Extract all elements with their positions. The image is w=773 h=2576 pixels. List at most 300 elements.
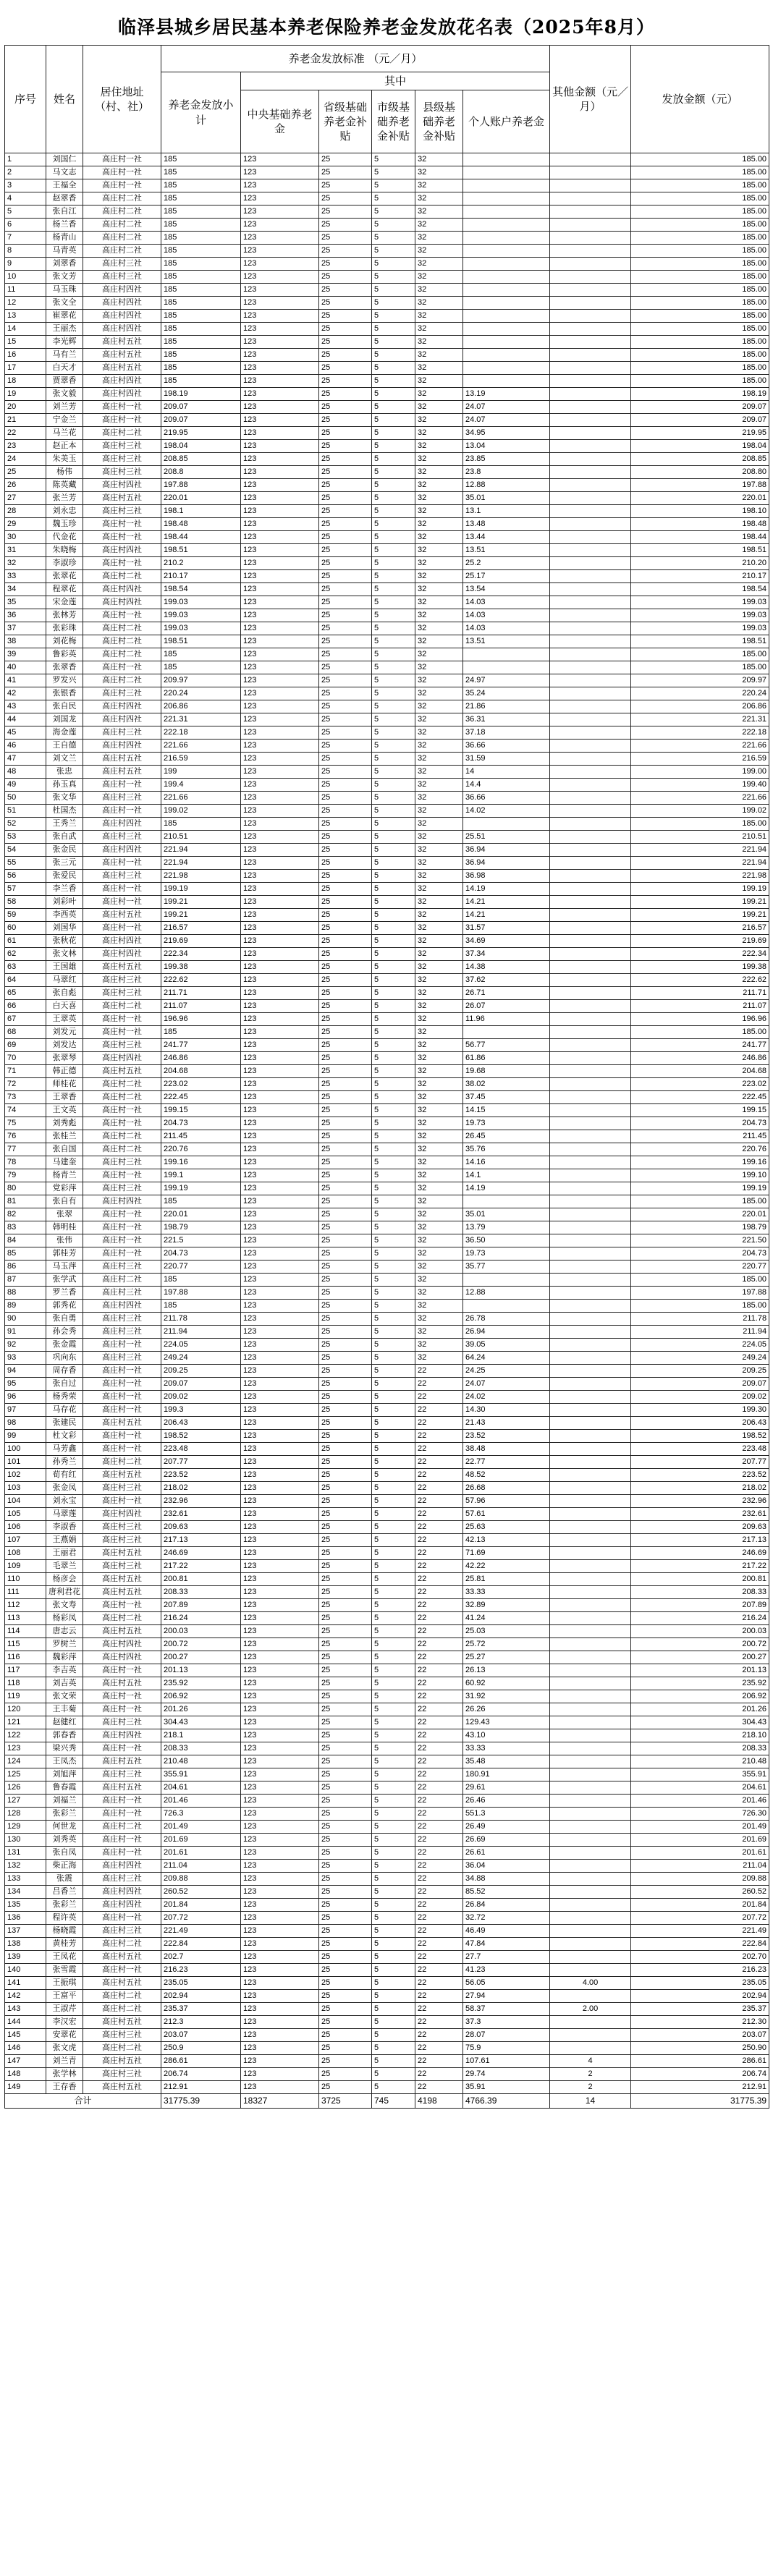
row-payout: 185.00	[631, 297, 769, 310]
row-address: 高庄村三社	[83, 1560, 161, 1573]
row-city: 5	[372, 1964, 415, 1977]
row-subtotal: 198.48	[161, 518, 241, 531]
row-address: 高庄村三社	[83, 1925, 161, 1938]
row-personal: 11.96	[463, 1013, 550, 1026]
table-row	[5, 726, 769, 740]
row-central: 123	[241, 375, 319, 388]
row-provincial: 25	[319, 179, 372, 192]
row-name: 张文毅	[46, 388, 83, 401]
row-personal: 12.88	[463, 1287, 550, 1300]
row-payout: 208.80	[631, 466, 769, 479]
row-payout: 219.69	[631, 935, 769, 948]
table-row	[5, 1899, 769, 1912]
row-city: 5	[372, 1521, 415, 1534]
row-central: 123	[241, 440, 319, 453]
row-index: 67	[5, 1013, 46, 1026]
row-subtotal: 201.61	[161, 1847, 241, 1860]
row-index: 26	[5, 479, 46, 492]
row-index: 3	[5, 179, 46, 192]
row-personal: 25.2	[463, 557, 550, 570]
row-subtotal: 211.78	[161, 1313, 241, 1326]
row-central: 123	[241, 1586, 319, 1599]
row-central: 123	[241, 1221, 319, 1234]
row-county: 32	[415, 1274, 463, 1287]
row-county: 32	[415, 648, 463, 661]
row-other	[550, 518, 631, 531]
row-city: 5	[372, 1951, 415, 1964]
row-name: 王文英	[46, 1104, 83, 1117]
row-address: 高庄村三社	[83, 974, 161, 987]
row-central: 123	[241, 870, 319, 883]
row-provincial: 25	[319, 1938, 372, 1951]
row-city: 5	[372, 518, 415, 531]
row-index: 59	[5, 909, 46, 922]
row-payout: 202.70	[631, 1951, 769, 1964]
row-subtotal: 199.4	[161, 779, 241, 792]
row-index: 104	[5, 1495, 46, 1508]
row-address: 高庄村一社	[83, 661, 161, 674]
row-provincial: 25	[319, 1417, 372, 1430]
row-payout: 222.84	[631, 1938, 769, 1951]
row-payout: 204.68	[631, 1065, 769, 1078]
row-payout: 199.38	[631, 961, 769, 974]
row-payout: 185.00	[631, 349, 769, 362]
row-central: 123	[241, 987, 319, 1000]
row-city: 5	[372, 271, 415, 284]
row-name: 张伟	[46, 1234, 83, 1247]
row-county: 32	[415, 401, 463, 414]
total-subtotal: 31775.39	[161, 2094, 241, 2109]
row-county: 22	[415, 1547, 463, 1560]
row-provincial: 25	[319, 1690, 372, 1703]
row-name: 白天喜	[46, 1000, 83, 1013]
row-index: 80	[5, 1182, 46, 1195]
row-address: 高庄村一社	[83, 1742, 161, 1755]
row-county: 22	[415, 2042, 463, 2055]
row-address: 高庄村二社	[83, 1821, 161, 1834]
row-payout: 223.52	[631, 1469, 769, 1482]
row-subtotal: 206.74	[161, 2068, 241, 2081]
row-index: 86	[5, 1261, 46, 1274]
row-county: 22	[415, 1521, 463, 1534]
row-address: 高庄村四社	[83, 1195, 161, 1208]
table-row	[5, 297, 769, 310]
row-index: 112	[5, 1599, 46, 1612]
row-personal	[463, 818, 550, 831]
row-payout: 210.20	[631, 557, 769, 570]
row-index: 39	[5, 648, 46, 661]
row-index: 16	[5, 349, 46, 362]
row-provincial: 25	[319, 310, 372, 323]
row-address: 高庄村四社	[83, 1638, 161, 1651]
row-name: 海金莲	[46, 726, 83, 740]
row-index: 53	[5, 831, 46, 844]
row-payout: 208.33	[631, 1742, 769, 1755]
row-central: 123	[241, 1768, 319, 1781]
row-payout: 218.10	[631, 1729, 769, 1742]
row-county: 32	[415, 518, 463, 531]
row-address: 高庄村三社	[83, 1287, 161, 1300]
row-payout: 220.76	[631, 1143, 769, 1156]
row-county: 22	[415, 2003, 463, 2016]
row-provincial: 25	[319, 258, 372, 271]
row-central: 123	[241, 1339, 319, 1352]
row-personal: 29.74	[463, 2068, 550, 2081]
row-provincial: 25	[319, 2055, 372, 2068]
row-central: 123	[241, 883, 319, 896]
row-index: 2	[5, 166, 46, 179]
row-address: 高庄村一社	[83, 1169, 161, 1182]
row-county: 32	[415, 1117, 463, 1130]
table-row	[5, 1834, 769, 1847]
row-index: 13	[5, 310, 46, 323]
table-row	[5, 2016, 769, 2029]
row-payout: 210.17	[631, 570, 769, 583]
table-row	[5, 310, 769, 323]
table-row	[5, 1638, 769, 1651]
row-index: 125	[5, 1768, 46, 1781]
row-index: 27	[5, 492, 46, 505]
row-payout: 204.73	[631, 1247, 769, 1261]
row-city: 5	[372, 1847, 415, 1860]
row-index: 28	[5, 505, 46, 518]
row-central: 123	[241, 1117, 319, 1130]
row-central: 123	[241, 622, 319, 635]
row-provincial: 25	[319, 1651, 372, 1664]
row-county: 32	[415, 1039, 463, 1052]
row-county: 22	[415, 1404, 463, 1417]
row-payout: 260.52	[631, 1886, 769, 1899]
row-city: 5	[372, 1026, 415, 1039]
row-name: 梁兴秀	[46, 1742, 83, 1755]
row-name: 鲁春霞	[46, 1781, 83, 1795]
row-county: 22	[415, 1886, 463, 1899]
row-personal: 26.84	[463, 1899, 550, 1912]
row-city: 5	[372, 1469, 415, 1482]
row-provincial: 25	[319, 2003, 372, 2016]
row-address: 高庄村一社	[83, 179, 161, 192]
row-index: 65	[5, 987, 46, 1000]
row-central: 123	[241, 1508, 319, 1521]
row-personal: 26.94	[463, 1326, 550, 1339]
row-central: 123	[241, 1430, 319, 1443]
row-city: 5	[372, 713, 415, 726]
row-index: 36	[5, 609, 46, 622]
row-personal: 31.57	[463, 922, 550, 935]
row-other	[550, 1690, 631, 1703]
row-central: 123	[241, 713, 319, 726]
row-provincial: 25	[319, 2016, 372, 2029]
row-address: 高庄村一社	[83, 1912, 161, 1925]
row-index: 55	[5, 857, 46, 870]
row-subtotal: 211.71	[161, 987, 241, 1000]
row-payout: 221.98	[631, 870, 769, 883]
row-subtotal: 201.46	[161, 1795, 241, 1808]
row-provincial: 25	[319, 518, 372, 531]
row-central: 123	[241, 583, 319, 596]
row-name: 张自彪	[46, 987, 83, 1000]
row-subtotal: 235.37	[161, 2003, 241, 2016]
row-city: 5	[372, 1651, 415, 1664]
row-other	[550, 922, 631, 935]
row-address: 高庄村四社	[83, 297, 161, 310]
row-city: 5	[372, 974, 415, 987]
row-address: 高庄村一社	[83, 1234, 161, 1247]
row-subtotal: 211.04	[161, 1860, 241, 1873]
row-other: 2.00	[550, 2003, 631, 2016]
row-city: 5	[372, 818, 415, 831]
row-county: 32	[415, 687, 463, 700]
row-county: 32	[415, 375, 463, 388]
row-central: 123	[241, 1625, 319, 1638]
row-name: 鲁彩英	[46, 648, 83, 661]
row-payout: 221.66	[631, 792, 769, 805]
row-index: 93	[5, 1352, 46, 1365]
row-county: 22	[415, 1873, 463, 1886]
row-other	[550, 466, 631, 479]
row-name: 刘花梅	[46, 635, 83, 648]
row-payout: 304.43	[631, 1716, 769, 1729]
row-name: 孙玉真	[46, 779, 83, 792]
row-provincial: 25	[319, 1599, 372, 1612]
row-provincial: 25	[319, 609, 372, 622]
row-central: 123	[241, 1534, 319, 1547]
row-name: 李光辉	[46, 336, 83, 349]
row-provincial: 25	[319, 1638, 372, 1651]
table-row	[5, 1482, 769, 1495]
row-other	[550, 844, 631, 857]
row-index: 73	[5, 1091, 46, 1104]
row-payout: 235.05	[631, 1977, 769, 1990]
table-row	[5, 1443, 769, 1456]
row-payout: 208.33	[631, 1586, 769, 1599]
row-payout: 726.30	[631, 1808, 769, 1821]
row-central: 123	[241, 740, 319, 753]
row-address: 高庄村五社	[83, 492, 161, 505]
row-county: 22	[415, 2081, 463, 2094]
row-name: 吕香兰	[46, 1886, 83, 1899]
row-city: 5	[372, 1729, 415, 1742]
row-index: 22	[5, 427, 46, 440]
table-row	[5, 1404, 769, 1417]
row-central: 123	[241, 271, 319, 284]
table-row	[5, 1860, 769, 1873]
row-county: 22	[415, 1573, 463, 1586]
row-name: 张林芳	[46, 609, 83, 622]
row-name: 张桂兰	[46, 1130, 83, 1143]
row-other	[550, 1729, 631, 1742]
row-county: 32	[415, 818, 463, 831]
row-name: 李淑香	[46, 1521, 83, 1534]
row-payout: 198.48	[631, 518, 769, 531]
row-other	[550, 635, 631, 648]
row-provincial: 25	[319, 1886, 372, 1899]
row-provincial: 25	[319, 1104, 372, 1117]
row-subtotal: 221.66	[161, 792, 241, 805]
table-row	[5, 1886, 769, 1899]
row-central: 123	[241, 935, 319, 948]
table-row	[5, 831, 769, 844]
row-city: 5	[372, 219, 415, 232]
row-payout: 211.71	[631, 987, 769, 1000]
row-personal: 57.61	[463, 1508, 550, 1521]
row-central: 123	[241, 310, 319, 323]
row-central: 123	[241, 245, 319, 258]
row-index: 99	[5, 1430, 46, 1443]
row-address: 高庄村五社	[83, 1977, 161, 1990]
row-personal: 47.84	[463, 1938, 550, 1951]
table-row	[5, 609, 769, 622]
row-central: 123	[241, 974, 319, 987]
row-name: 张彩珠	[46, 622, 83, 635]
row-central: 123	[241, 1261, 319, 1274]
row-payout: 220.77	[631, 1261, 769, 1274]
row-other	[550, 622, 631, 635]
row-address: 高庄村二社	[83, 1612, 161, 1625]
row-county: 22	[415, 1417, 463, 1430]
row-address: 高庄村三社	[83, 2068, 161, 2081]
row-provincial: 25	[319, 1547, 372, 1560]
row-index: 69	[5, 1039, 46, 1052]
row-index: 62	[5, 948, 46, 961]
table-row	[5, 622, 769, 635]
row-provincial: 25	[319, 1182, 372, 1195]
row-provincial: 25	[319, 570, 372, 583]
row-subtotal: 210.48	[161, 1755, 241, 1768]
row-city: 5	[372, 779, 415, 792]
row-index: 37	[5, 622, 46, 635]
row-personal: 38.48	[463, 1443, 550, 1456]
row-payout: 209.02	[631, 1391, 769, 1404]
row-county: 32	[415, 1261, 463, 1274]
row-provincial: 25	[319, 1703, 372, 1716]
row-central: 123	[241, 687, 319, 700]
row-central: 123	[241, 153, 319, 166]
row-county: 22	[415, 2068, 463, 2081]
row-index: 56	[5, 870, 46, 883]
row-subtotal: 209.02	[161, 1391, 241, 1404]
row-other	[550, 1873, 631, 1886]
table-row	[5, 1052, 769, 1065]
row-index: 113	[5, 1612, 46, 1625]
table-row	[5, 166, 769, 179]
table-row	[5, 1742, 769, 1755]
row-county: 22	[415, 1690, 463, 1703]
row-name: 刘秀英	[46, 1834, 83, 1847]
row-payout: 355.91	[631, 1768, 769, 1781]
row-index: 11	[5, 284, 46, 297]
row-city: 5	[372, 1938, 415, 1951]
row-subtotal: 222.62	[161, 974, 241, 987]
row-address: 高庄村四社	[83, 596, 161, 609]
table-row	[5, 974, 769, 987]
row-index: 120	[5, 1703, 46, 1716]
row-address: 高庄村三社	[83, 453, 161, 466]
row-payout: 185.00	[631, 166, 769, 179]
row-other	[550, 544, 631, 557]
row-provincial: 25	[319, 1195, 372, 1208]
row-payout: 211.45	[631, 1130, 769, 1143]
row-provincial: 25	[319, 1234, 372, 1247]
row-index: 126	[5, 1781, 46, 1795]
row-subtotal: 221.66	[161, 740, 241, 753]
row-personal	[463, 245, 550, 258]
row-address: 高庄村三社	[83, 687, 161, 700]
row-payout: 185.00	[631, 375, 769, 388]
row-index: 124	[5, 1755, 46, 1768]
row-address: 高庄村一社	[83, 1221, 161, 1234]
row-address: 高庄村三社	[83, 792, 161, 805]
row-index: 42	[5, 687, 46, 700]
row-other	[550, 310, 631, 323]
row-name: 刘兰青	[46, 2055, 83, 2068]
row-county: 22	[415, 2029, 463, 2042]
row-name: 党彩萍	[46, 1182, 83, 1195]
row-index: 1	[5, 153, 46, 166]
row-personal: 36.66	[463, 792, 550, 805]
row-personal: 26.78	[463, 1313, 550, 1326]
row-index: 144	[5, 2016, 46, 2029]
table-row	[5, 375, 769, 388]
row-county: 22	[415, 1677, 463, 1690]
table-row	[5, 2003, 769, 2016]
row-central: 123	[241, 284, 319, 297]
row-city: 5	[372, 1781, 415, 1795]
row-central: 123	[241, 166, 319, 179]
row-provincial: 25	[319, 1990, 372, 2003]
row-address: 高庄村一社	[83, 1834, 161, 1847]
row-personal: 48.52	[463, 1469, 550, 1482]
table-row	[5, 909, 769, 922]
row-provincial: 25	[319, 1925, 372, 1938]
row-other	[550, 1013, 631, 1026]
row-other	[550, 1143, 631, 1156]
row-subtotal: 185	[161, 818, 241, 831]
row-personal: 13.51	[463, 544, 550, 557]
row-personal: 14.30	[463, 1404, 550, 1417]
row-address: 高庄村一社	[83, 779, 161, 792]
row-county: 32	[415, 206, 463, 219]
row-county: 32	[415, 661, 463, 674]
row-address: 高庄村一社	[83, 531, 161, 544]
row-central: 123	[241, 1612, 319, 1625]
row-name: 张学林	[46, 2068, 83, 2081]
row-subtotal: 210.51	[161, 831, 241, 844]
row-name: 王翠英	[46, 1013, 83, 1026]
row-subtotal: 217.22	[161, 1560, 241, 1573]
row-index: 110	[5, 1573, 46, 1586]
row-subtotal: 204.61	[161, 1781, 241, 1795]
table-row	[5, 948, 769, 961]
row-central: 123	[241, 896, 319, 909]
row-name: 张雪霞	[46, 1964, 83, 1977]
row-index: 35	[5, 596, 46, 609]
row-address: 高庄村五社	[83, 349, 161, 362]
row-other	[550, 1781, 631, 1795]
row-name: 张文荣	[46, 1690, 83, 1703]
row-central: 123	[241, 726, 319, 740]
row-address: 高庄村五社	[83, 1625, 161, 1638]
row-central: 123	[241, 1977, 319, 1990]
row-personal: 25.81	[463, 1573, 550, 1586]
row-other	[550, 362, 631, 375]
row-index: 52	[5, 818, 46, 831]
row-payout: 185.00	[631, 1274, 769, 1287]
row-county: 32	[415, 245, 463, 258]
row-name: 孙会秀	[46, 1326, 83, 1339]
row-county: 32	[415, 674, 463, 687]
row-central: 123	[241, 1690, 319, 1703]
